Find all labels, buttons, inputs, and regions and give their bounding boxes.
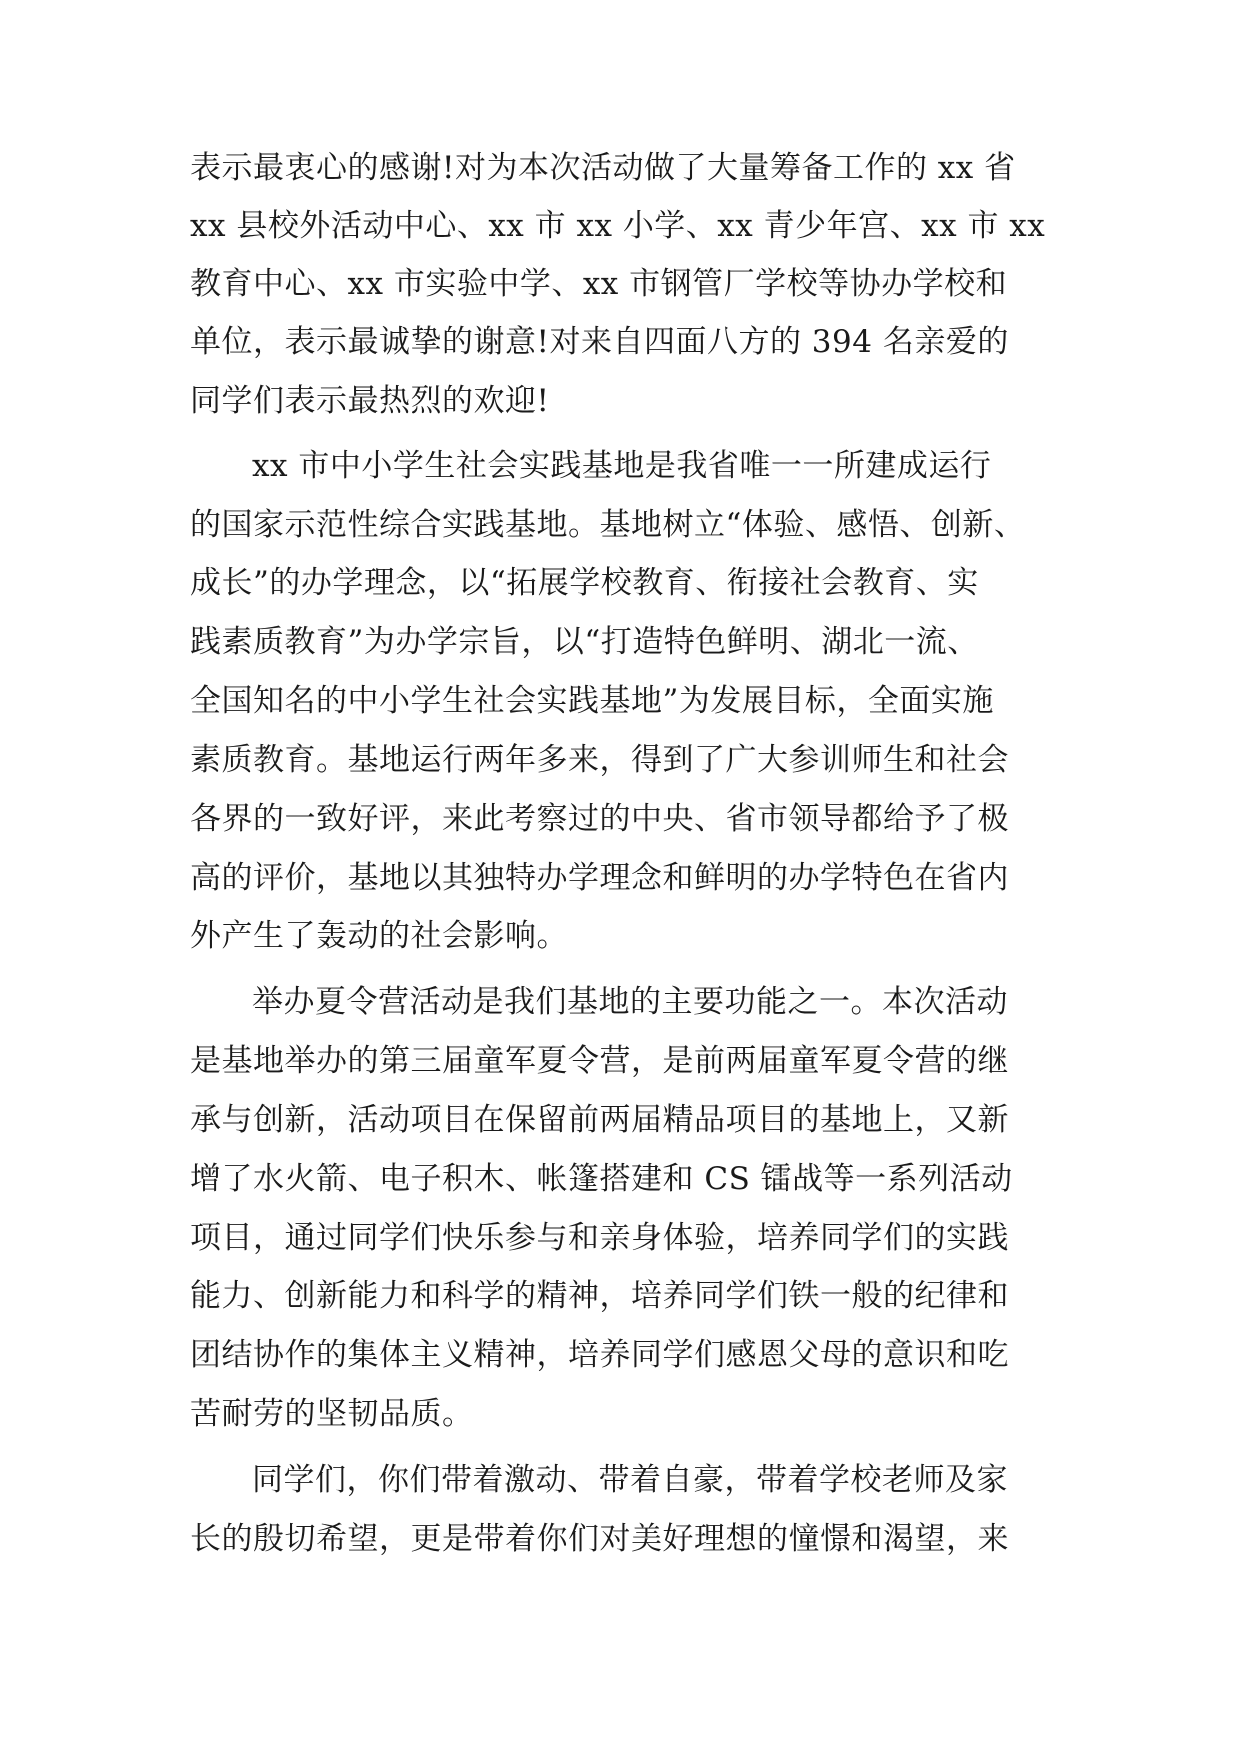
- text-line: 外产生了轰动的社会影响。: [190, 918, 568, 954]
- text-line: 素质教育。基地运行两年多来，得到了广大参训师生和社会: [190, 742, 1009, 778]
- text-line: xx 县校外活动中心、xx 市 xx 小学、xx 青少年宫、xx 市 xx: [190, 208, 1046, 244]
- text-line: 教育中心、xx 市实验中学、xx 市钢管厂学校等协办学校和: [190, 266, 1008, 302]
- text-line: 的国家示范性综合实践基地。基地树立“体验、感悟、创新、: [190, 507, 1026, 543]
- text-line: 能力、创新能力和科学的精神，培养同学们铁一般的纪律和: [190, 1278, 1009, 1314]
- text-line: 高的评价，基地以其独特办学理念和鲜明的办学特色在省内: [190, 860, 1009, 896]
- text-line: 项目，通过同学们快乐参与和亲身体验，培养同学们的实践: [190, 1220, 1009, 1256]
- text-line: 举办夏令营活动是我们基地的主要功能之一。本次活动: [252, 984, 1008, 1020]
- text-line: 全国知名的中小学生社会实践基地”为发展目标，全面实施: [190, 683, 994, 719]
- text-line: 长的殷切希望，更是带着你们对美好理想的憧憬和渴望，来: [190, 1521, 1009, 1557]
- text-line: 同学们，你们带着激动、带着自豪，带着学校老师及家: [252, 1462, 1008, 1498]
- text-line: 单位，表示最诚挚的谢意!对来自四面八方的 394 名亲爱的: [190, 324, 1009, 360]
- text-line: 苦耐劳的坚韧品质。: [190, 1396, 474, 1432]
- text-line: 践素质教育”为办学宗旨，以“打造特色鲜明、湖北一流、: [190, 624, 979, 660]
- text-line: 是基地举办的第三届童军夏令营，是前两届童军夏令营的继: [190, 1043, 1009, 1079]
- text-line: 表示最衷心的感谢!对为本次活动做了大量筹备工作的 xx 省: [190, 150, 1016, 186]
- text-line: 增了水火箭、电子积木、帐篷搭建和 CS 镭战等一系列活动: [190, 1161, 1013, 1197]
- text-line: 同学们表示最热烈的欢迎!: [190, 383, 550, 419]
- text-line: xx 市中小学生社会实践基地是我省唯一一所建成运行: [252, 448, 992, 484]
- text-line: 各界的一致好评，来此考察过的中央、省市领导都给予了极: [190, 801, 1009, 837]
- text-line: 成长”的办学理念，以“拓展学校教育、衔接社会教育、实: [190, 565, 979, 601]
- text-line: 承与创新，活动项目在保留前两届精品项目的基地上，又新: [190, 1102, 1009, 1138]
- text-line: 团结协作的集体主义精神，培养同学们感恩父母的意识和吃: [190, 1337, 1009, 1373]
